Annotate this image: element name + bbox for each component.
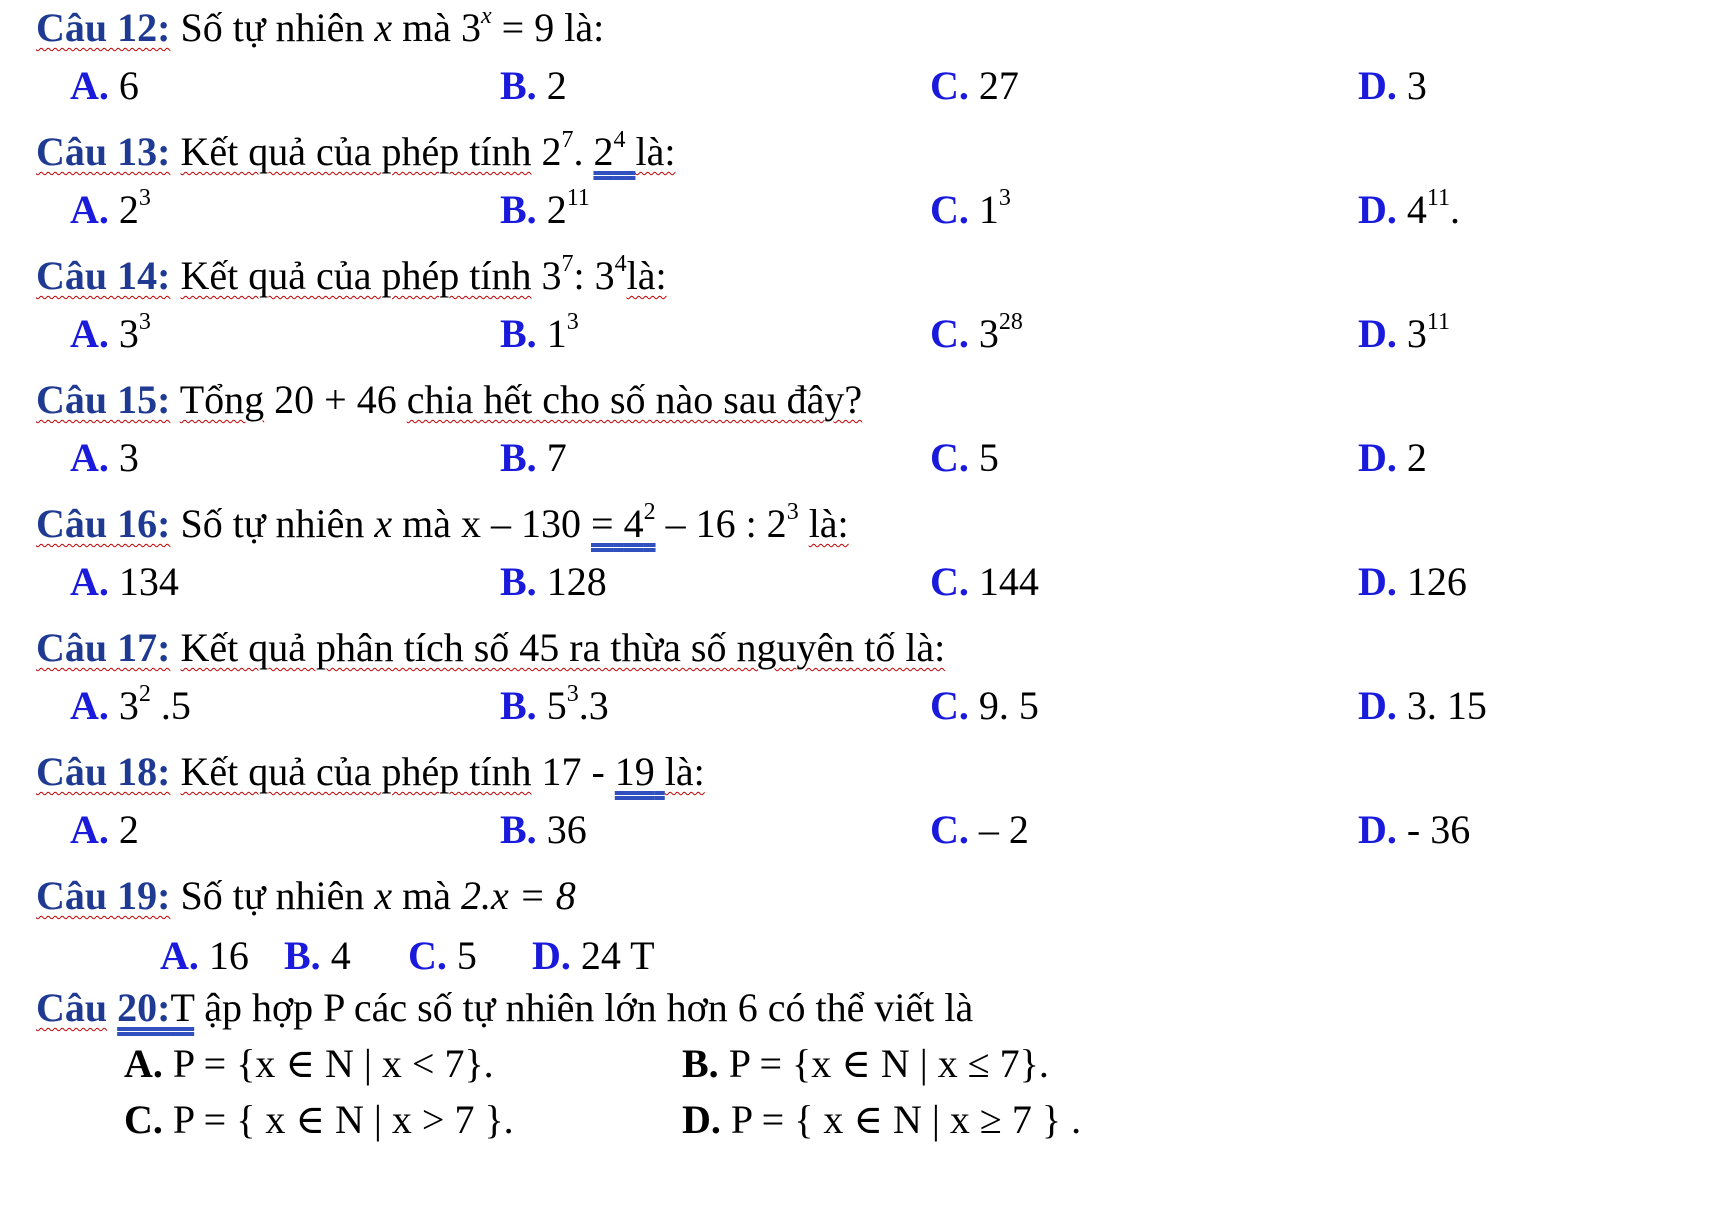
question-label: Câu 19: bbox=[36, 873, 171, 918]
option-text: 27 bbox=[978, 63, 1019, 108]
stem-text: Tổng bbox=[179, 377, 265, 422]
question-label: Câu 13: bbox=[36, 129, 171, 174]
option-letter: D. bbox=[1358, 187, 1397, 232]
option-letter: C. bbox=[930, 63, 969, 108]
option-exponent: 3 bbox=[138, 309, 151, 336]
math-expression: 17 - bbox=[541, 749, 605, 794]
math-exponent: 2 bbox=[643, 499, 656, 526]
option-letter: D. bbox=[1358, 807, 1397, 852]
option-letter: C. bbox=[930, 311, 969, 356]
option-text: P = {x ∈ N | x ≤ 7}. bbox=[728, 1041, 1049, 1086]
option-letter: D. bbox=[1358, 559, 1397, 604]
stem-text: là: bbox=[626, 253, 667, 298]
math-base: 3 bbox=[594, 253, 615, 298]
stem-text: ập hợp P các số tự nhiên lớn hơn 6 có thể viết là bbox=[204, 985, 974, 1030]
option-c[interactable] bbox=[930, 186, 1011, 234]
stem-text: là: bbox=[564, 5, 605, 50]
question-12 bbox=[36, 4, 604, 52]
question-14 bbox=[36, 252, 667, 300]
variable-x: x bbox=[374, 5, 393, 50]
option-text: - 36 bbox=[1406, 807, 1471, 852]
option-d[interactable] bbox=[1358, 310, 1450, 358]
option-letter: B. bbox=[500, 63, 537, 108]
option-b[interactable] bbox=[682, 1040, 1049, 1088]
stem-text: mà bbox=[402, 5, 451, 50]
option-tail: . bbox=[1450, 187, 1460, 232]
question-label: Câu 14: bbox=[36, 253, 171, 298]
option-letter: B. bbox=[682, 1041, 719, 1086]
option-c[interactable] bbox=[930, 310, 1023, 358]
option-base: 3 bbox=[978, 311, 999, 356]
option-a[interactable] bbox=[70, 310, 151, 358]
option-letter: C. bbox=[930, 435, 969, 480]
option-base: 3 bbox=[1406, 311, 1427, 356]
question-19 bbox=[36, 872, 576, 920]
option-base: 3 bbox=[118, 311, 139, 356]
stem-text: Kết quả của phép tính bbox=[180, 253, 532, 298]
option-c[interactable] bbox=[930, 62, 1019, 110]
math-exponent: 7 bbox=[561, 251, 574, 278]
option-exponent: 11 bbox=[1426, 309, 1450, 336]
math-exponent: x bbox=[481, 3, 492, 30]
option-text: 3. 15 bbox=[1406, 683, 1487, 728]
math-base: 2 bbox=[541, 129, 562, 174]
option-letter: D. bbox=[1358, 435, 1397, 480]
option-d[interactable] bbox=[1358, 186, 1460, 234]
option-exponent: 3 bbox=[566, 309, 579, 336]
option-d[interactable] bbox=[1358, 806, 1470, 854]
stem-text: là: bbox=[635, 129, 676, 174]
stem-text: mà x – 130 bbox=[402, 501, 581, 546]
option-letter: B. bbox=[500, 187, 537, 232]
option-exponent: 3 bbox=[566, 681, 579, 708]
math-base: 3 bbox=[541, 253, 562, 298]
option-letter: A. bbox=[70, 435, 109, 480]
option-b[interactable] bbox=[500, 682, 609, 730]
option-letter: C. bbox=[930, 187, 969, 232]
option-exponent: 11 bbox=[566, 185, 590, 212]
option-d[interactable] bbox=[682, 1096, 1081, 1144]
math-operator: = bbox=[591, 501, 614, 546]
option-letter: A. bbox=[70, 187, 109, 232]
option-letter: A. bbox=[70, 807, 109, 852]
stem-text: Kết quả phân tích số 45 ra thừa số nguyên tố là: bbox=[180, 625, 946, 670]
option-b[interactable] bbox=[500, 806, 587, 854]
option-c[interactable] bbox=[124, 1096, 514, 1144]
option-letter: B. bbox=[500, 807, 537, 852]
option-d[interactable] bbox=[1358, 62, 1427, 110]
option-text: 16 bbox=[208, 933, 249, 978]
option-letter: D. bbox=[532, 933, 571, 978]
question-label: Câu 12: bbox=[36, 5, 171, 50]
option-b[interactable] bbox=[500, 62, 567, 110]
math-exponent: 7 bbox=[561, 127, 574, 154]
option-letter: D. bbox=[682, 1097, 721, 1142]
option-letter: D. bbox=[1358, 63, 1397, 108]
option-letter: C. bbox=[930, 683, 969, 728]
stem-text: là: bbox=[664, 749, 705, 794]
option-d[interactable] bbox=[532, 932, 655, 980]
option-letter: B. bbox=[500, 683, 537, 728]
option-a[interactable] bbox=[124, 1040, 494, 1088]
option-text: 3 bbox=[1406, 63, 1427, 108]
option-exponent: 3 bbox=[998, 185, 1011, 212]
option-text: 134 bbox=[118, 559, 179, 604]
option-letter: C. bbox=[408, 933, 447, 978]
option-exponent: 11 bbox=[1426, 185, 1450, 212]
math-exponent: 3 bbox=[786, 499, 799, 526]
question-20 bbox=[36, 984, 973, 1032]
option-text: 126 bbox=[1406, 559, 1467, 604]
math-base: 4 bbox=[623, 501, 644, 546]
option-letter: A. bbox=[70, 311, 109, 356]
option-c[interactable] bbox=[930, 558, 1039, 606]
option-c[interactable] bbox=[408, 932, 477, 980]
option-letter: C. bbox=[124, 1097, 163, 1142]
option-letter: B. bbox=[500, 559, 537, 604]
option-d[interactable] bbox=[1358, 558, 1467, 606]
option-text: 144 bbox=[978, 559, 1039, 604]
option-text: – 2 bbox=[978, 807, 1029, 852]
option-base: 1 bbox=[546, 311, 567, 356]
option-c[interactable] bbox=[930, 806, 1029, 854]
option-text: 5 bbox=[456, 933, 477, 978]
option-exponent: 3 bbox=[138, 185, 151, 212]
option-text: 2 bbox=[118, 807, 139, 852]
option-letter: B. bbox=[284, 933, 321, 978]
option-a[interactable] bbox=[70, 186, 151, 234]
option-b[interactable] bbox=[500, 434, 567, 482]
option-base: 2 bbox=[118, 187, 139, 232]
option-text: 9. 5 bbox=[978, 683, 1039, 728]
option-d[interactable] bbox=[1358, 434, 1427, 482]
math-base: 2 bbox=[593, 129, 614, 174]
question-17 bbox=[36, 624, 945, 672]
stem-text: Kết quả của phép tính bbox=[180, 749, 532, 794]
option-letter: D. bbox=[1358, 311, 1397, 356]
option-exponent: 28 bbox=[998, 309, 1023, 336]
stem-text: chia hết cho số nào sau đây? bbox=[406, 377, 863, 422]
stem-text: Số tự nhiên bbox=[180, 5, 365, 50]
question-label: Câu 16: bbox=[36, 501, 171, 546]
option-exponent: 2 bbox=[138, 681, 151, 708]
stem-text: Số tự nhiên bbox=[180, 501, 365, 546]
option-text: 36 bbox=[546, 807, 587, 852]
math-equality: = 9 bbox=[501, 5, 555, 50]
option-c[interactable] bbox=[930, 434, 999, 482]
option-letter: A. bbox=[124, 1041, 163, 1086]
option-b[interactable] bbox=[500, 558, 607, 606]
option-base: 5 bbox=[546, 683, 567, 728]
math-expression: 20 + 46 bbox=[274, 377, 397, 422]
option-letter: C. bbox=[930, 559, 969, 604]
math-exponent: 4 bbox=[614, 251, 627, 278]
math-expression: – 16 : 2 bbox=[665, 501, 787, 546]
option-text: P = {x ∈ N | x < 7}. bbox=[172, 1041, 494, 1086]
question-label: Câu 18: bbox=[36, 749, 171, 794]
option-a[interactable] bbox=[70, 62, 139, 110]
option-text: 4 bbox=[330, 933, 351, 978]
option-a[interactable] bbox=[70, 682, 191, 730]
option-base: 4 bbox=[1406, 187, 1427, 232]
stem-text: T bbox=[170, 985, 195, 1030]
option-a[interactable] bbox=[70, 806, 139, 854]
option-b[interactable] bbox=[284, 932, 351, 980]
question-18 bbox=[36, 748, 705, 796]
option-tail: .5 bbox=[150, 683, 191, 728]
option-text: 128 bbox=[546, 559, 607, 604]
option-b[interactable] bbox=[500, 310, 579, 358]
option-d[interactable] bbox=[1358, 682, 1487, 730]
option-a[interactable] bbox=[70, 434, 139, 482]
variable-x: x bbox=[374, 873, 393, 918]
option-text: 2 bbox=[1406, 435, 1427, 480]
math-operator: . bbox=[573, 129, 584, 174]
math-operand: 19 bbox=[614, 749, 655, 794]
option-letter: A. bbox=[70, 683, 109, 728]
option-b[interactable] bbox=[500, 186, 590, 234]
option-text: 6 bbox=[118, 63, 139, 108]
question-16 bbox=[36, 500, 849, 548]
option-letter: A. bbox=[70, 63, 109, 108]
option-text: 7 bbox=[546, 435, 567, 480]
option-c[interactable] bbox=[930, 682, 1039, 730]
option-a[interactable] bbox=[160, 932, 249, 980]
question-15 bbox=[36, 376, 862, 424]
option-text: P = { x ∈ N | x ≥ 7 } . bbox=[730, 1097, 1082, 1142]
option-text: 3 bbox=[118, 435, 139, 480]
math-base: 3 bbox=[461, 5, 481, 50]
option-letter: A. bbox=[70, 559, 109, 604]
math-operator: : bbox=[573, 253, 585, 298]
variable-x: x bbox=[374, 501, 393, 546]
option-text: 5 bbox=[978, 435, 999, 480]
math-exponent: 4 bbox=[613, 127, 626, 154]
question-label: Câu bbox=[36, 985, 108, 1030]
question-13 bbox=[36, 128, 675, 176]
option-a[interactable] bbox=[70, 558, 179, 606]
option-letter: B. bbox=[500, 311, 537, 356]
stem-text: Kết quả của phép tính bbox=[180, 129, 532, 174]
option-text: P = { x ∈ N | x > 7 }. bbox=[172, 1097, 514, 1142]
stem-text: mà bbox=[402, 873, 451, 918]
option-letter: A. bbox=[160, 933, 199, 978]
option-text: 24 T bbox=[580, 933, 655, 978]
option-base: 1 bbox=[978, 187, 999, 232]
option-base: 2 bbox=[546, 187, 567, 232]
option-tail: .3 bbox=[578, 683, 609, 728]
option-text: 2 bbox=[546, 63, 567, 108]
question-label: Câu 17: bbox=[36, 625, 171, 670]
option-base: 3 bbox=[118, 683, 139, 728]
question-number: 20: bbox=[117, 985, 171, 1030]
stem-text: là: bbox=[808, 501, 849, 546]
stem-text: Số tự nhiên bbox=[180, 873, 365, 918]
option-letter: C. bbox=[930, 807, 969, 852]
option-letter: D. bbox=[1358, 683, 1397, 728]
question-label: Câu 15: bbox=[36, 377, 171, 422]
option-letter: B. bbox=[500, 435, 537, 480]
math-equation: 2.x = 8 bbox=[461, 873, 576, 918]
